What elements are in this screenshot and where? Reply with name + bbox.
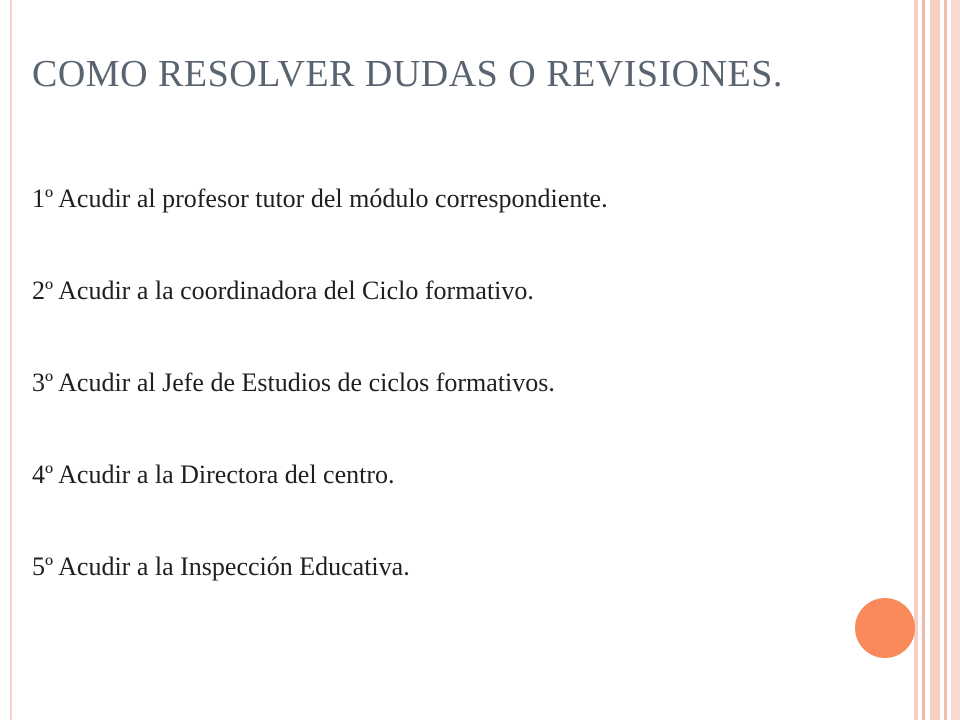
- list-item: 3º Acudir al Jefe de Estudios de ciclos formativos.: [32, 368, 555, 397]
- slide-title: COMO RESOLVER DUDAS O REVISIONES.: [32, 53, 783, 95]
- stripe: [914, 0, 918, 720]
- list-item: 2º Acudir a la coordinadora del Ciclo formativo.: [32, 276, 534, 305]
- steps-list: [32, 176, 892, 636]
- list-item: 5º Acudir a la Inspección Educativa.: [32, 552, 410, 581]
- stripe: [930, 0, 940, 720]
- decorative-stripes: [914, 0, 960, 720]
- stripe: [922, 0, 925, 720]
- list-item: 1º Acudir al profesor tutor del módulo correspondiente.: [32, 184, 608, 213]
- list-item: 4º Acudir a la Directora del centro.: [32, 460, 395, 489]
- stripe: [944, 0, 947, 720]
- stripe: [951, 0, 960, 720]
- left-border-line: [0, 0, 12, 720]
- decorative-circle: [855, 598, 915, 658]
